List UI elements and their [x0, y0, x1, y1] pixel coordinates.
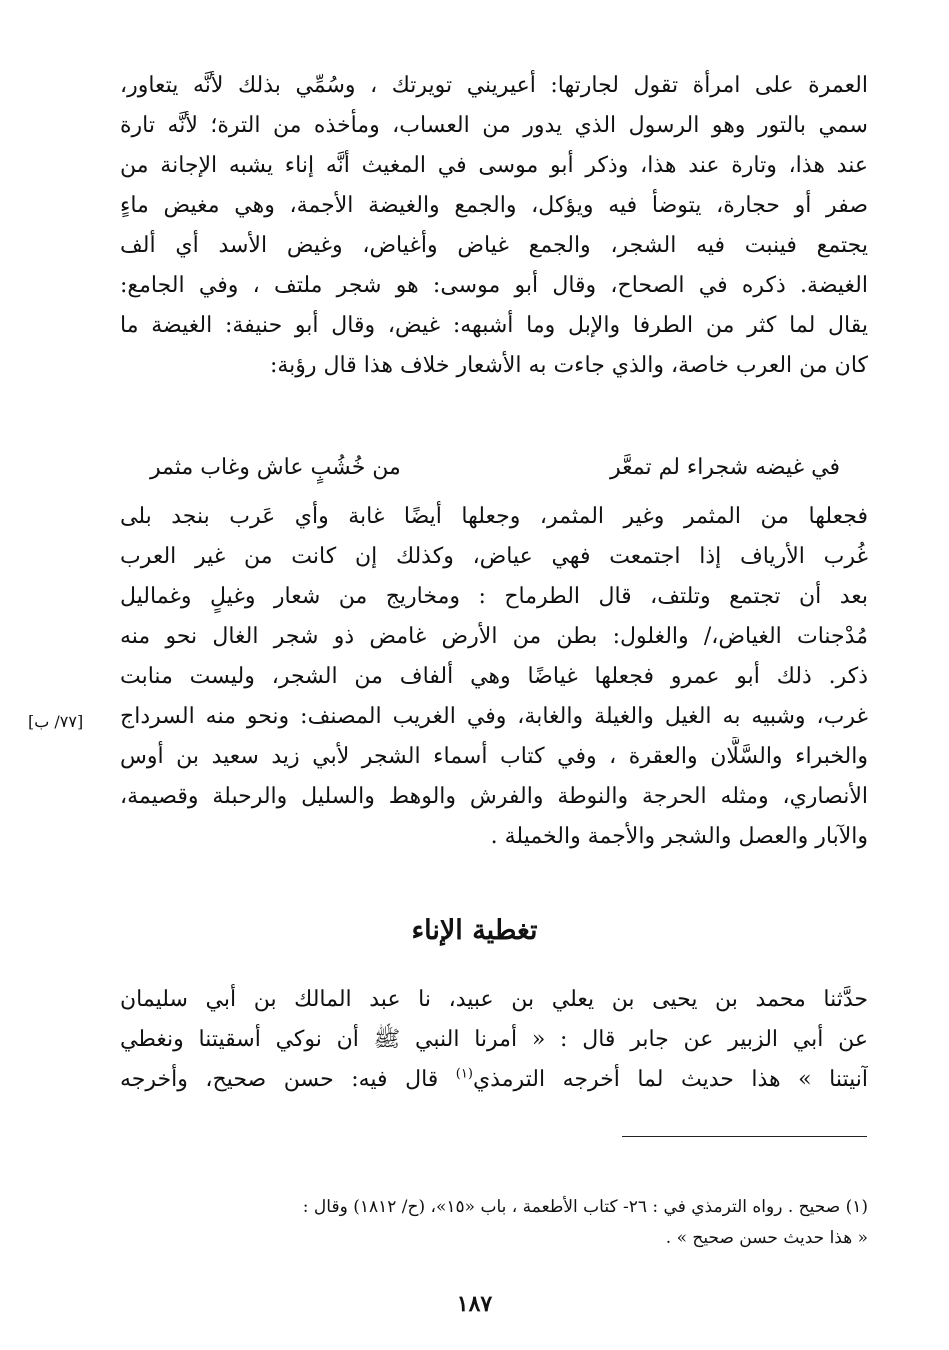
verse-second-hemistich: من خُشُبٍ عاش وغاب مثمر [150, 455, 401, 480]
verse-first-hemistich: في غيضه شجراء لم تمعَّر [609, 455, 840, 480]
text-line: والخبراء والسَّلَّان والعقرة ، وفي كتاب أسماء الشجر لأبي زيد سعيد بن أوس [120, 744, 868, 769]
text-line: الأنصاري، ومثله الحرجة والنوطة والفرش والوهط والسليل والرحبلة وقصيمة، [120, 784, 868, 809]
text-line: كان من العرب خاصة، والذي جاءت به الأشعار خلاف هذا قال رؤبة: [269, 353, 868, 378]
footnote-reference: (١) [455, 1066, 473, 1082]
text-line: صفر أو حجارة، يتوضأ فيه ويؤكل، والجمع والغيضة الأجمة، وهي مغيض ماءٍ [120, 193, 868, 218]
text-line: يجتمع فينبت فيه الشجر، والجمع غياض وأغياض، وغيض الأسد أي ألف [120, 233, 868, 258]
text-line: غرب، وشبيه به الغيل والغيلة والغابة، وفي الغريب المصنف: ونحو منه السرداج [120, 704, 868, 729]
text-line: الغيضة. ذكره في الصحاح، وقال أبو موسى: هو شجر ملتف ، وفي الجامع: [120, 273, 868, 298]
margin-folio-reference: [٧٧/ ب] [28, 712, 84, 731]
paragraph-lexical-notes [120, 66, 868, 386]
page-number: ١٨٧ [456, 1291, 493, 1317]
text-line: والآبار والعصل والشجر والأجمة والخميلة . [490, 824, 868, 849]
footnote-line: (١) صحيح . رواه الترمذي في : ٢٦- كتاب الأطعمة ، باب «١٥»، (ح/ ١٨١٢) وقال : [302, 1197, 868, 1217]
text-line: عن أبي الزبير عن جابر قال : « أمرنا النبي ﷺ أن نوكي أسقيتنا ونغطي [120, 1027, 868, 1052]
text-line [120, 1060, 868, 1100]
footnote-divider [622, 1136, 867, 1137]
footnotes [120, 1192, 868, 1254]
text-line-start: آنيتنا » هذا حديث لما أخرجه الترمذي [472, 1067, 868, 1092]
footnote-line: « هذا حديث حسن صحيح » . [665, 1228, 868, 1248]
text-line: العمرة على امرأة تقول لجارتها: أعيريني تويرتك ، وسُمِّي بذلك لأنَّه يتعاور، [120, 73, 868, 98]
text-line: فجعلها من المثمر وغير المثمر، وجعلها أيضًا غابة وأي عَرب بنجد بلى [120, 504, 868, 529]
text-line: ذكر. ذلك أبو عمرو فجعلها غياضًا وهي ألفاف من الشجر، وليست منابت [120, 664, 868, 689]
text-line: حدَّثنا محمد بن يحيى بن يعلي بن عبيد، نا عبد المالك بن أبي سليمان [120, 987, 868, 1012]
paragraph-hadith [120, 980, 868, 1100]
text-line: مُدْجنات الغياض،/ والغلول: بطن من الأرض غامض ذو شجر الغال نحو منه [120, 624, 868, 649]
section-heading: تغطية الإناء [411, 915, 538, 946]
text-line: غُرب الأرياف إذا اجتمعت فهي عياض، وكذلك إن كانت من غير العرب [120, 544, 868, 569]
text-line: بعد أن تجتمع وتلتف، قال الطرماح : ومخاريج من شعار وغيلٍ وغماليل [120, 584, 868, 609]
paragraph-commentary [120, 497, 868, 857]
text-line: يقال لما كثر من الطرفا والإبل وما أشبهه: غيض، وقال أبو حنيفة: الغيضة ما [120, 313, 868, 338]
text-line: سمي بالتور وهو الرسول الذي يدور من العساب، ومأخذه من الترة؛ لأنَّه تارة [120, 113, 868, 138]
text-line: عند هذا، وتارة عند هذا، وذكر أبو موسى في المغيث أنَّه إناء يشبه الإجانة من [120, 153, 868, 178]
text-line-end: قال فيه: حسن صحيح، وأخرجه [120, 1067, 456, 1092]
poetry-verse [150, 446, 840, 490]
